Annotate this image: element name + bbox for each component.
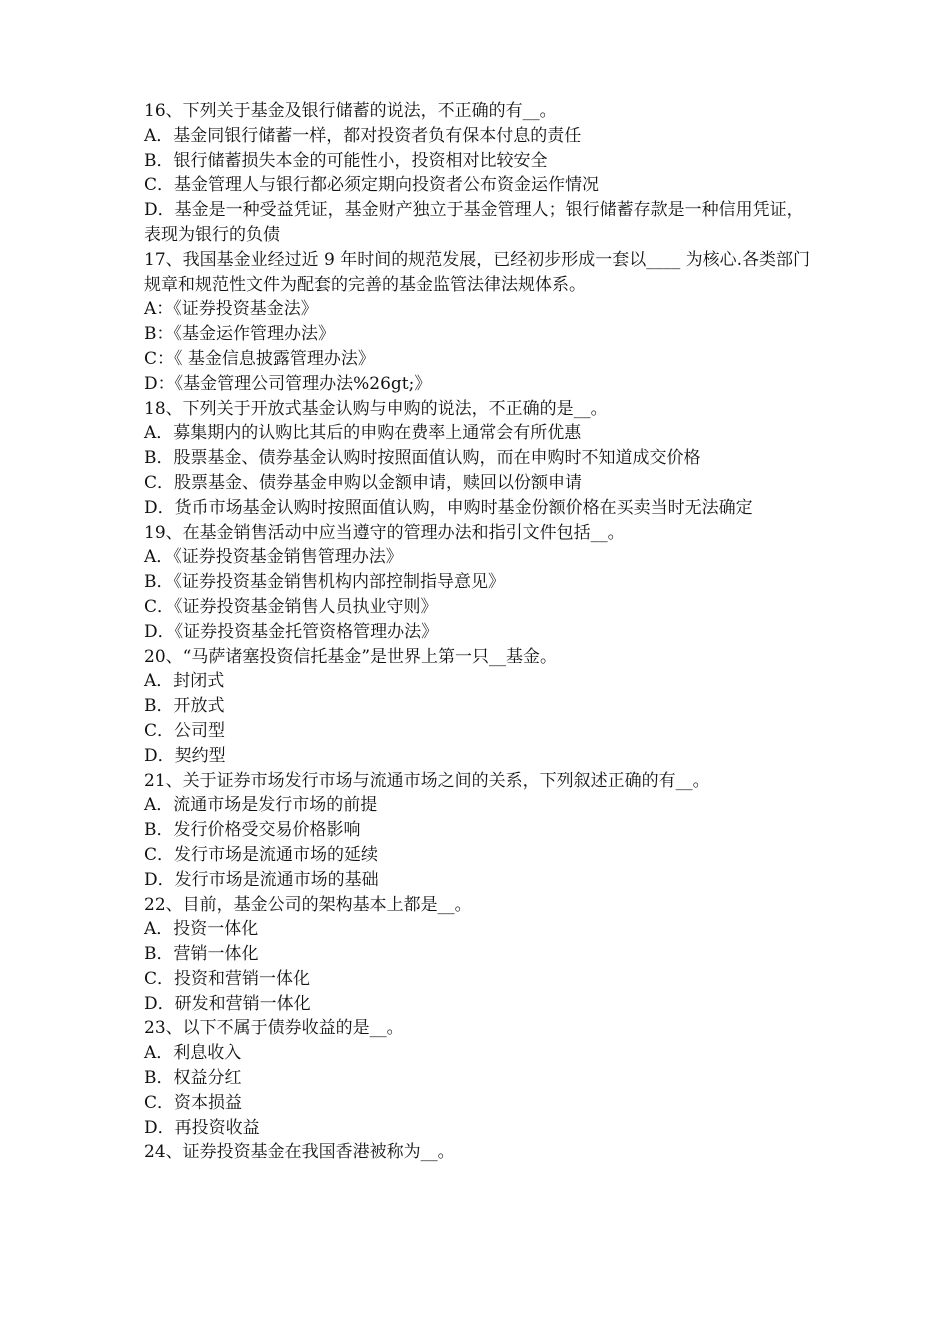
option-18-d: D．货币市场基金认购时按照面值认购，申购时基金份额价格在买卖当时无法确定 xyxy=(144,497,753,518)
option-21-b: B．发行价格受交易价格影响 xyxy=(144,820,361,841)
option-18-c: C．股票基金、债券基金申购以金额申请，赎回以份额申请 xyxy=(144,472,583,493)
option-23-c: C．资本损益 xyxy=(144,1092,243,1113)
option-22-d: D．研发和营销一体化 xyxy=(144,993,311,1014)
option-16-b: B．银行储蓄损失本金的可能性小，投资相对比较安全 xyxy=(144,150,548,171)
option-23-d: D．再投资收益 xyxy=(144,1117,260,1138)
option-23-a: A．利息收入 xyxy=(144,1043,242,1064)
option-19-a: A．《证券投资基金销售管理办法》 xyxy=(144,547,403,568)
option-16-a: A．基金同银行储蓄一样，都对投资者负有保本付息的责任 xyxy=(144,125,582,146)
question-22: 22、目前，基金公司的架构基本上都是__。 xyxy=(144,894,472,915)
option-16-d: D．基金是一种受益凭证，基金财产独立于基金管理人；银行储蓄存款是一种信用凭证，表现为银行的负债 xyxy=(144,200,804,245)
option-21-a: A．流通市场是发行市场的前提 xyxy=(144,795,378,816)
option-22-a: A．投资一体化 xyxy=(144,919,259,940)
option-17-c: C：《 基金信息披露管理办法》 xyxy=(144,348,375,369)
option-17-d: D：《基金管理公司管理办法%26gt;》 xyxy=(144,373,432,394)
option-21-d: D．发行市场是流通市场的基础 xyxy=(144,869,379,890)
question-17: 17、我国基金业经过近 9 年时间的规范发展，已经初步形成一套以____ 为核心.各类部门规章和规范性文件为配套的完善的基金监管法律法规体系。 xyxy=(144,249,811,295)
option-20-a: A．封闭式 xyxy=(144,671,225,692)
option-20-b: B．开放式 xyxy=(144,696,225,717)
option-20-c: C．公司型 xyxy=(144,720,226,741)
option-19-b: B．《证券投资基金销售机构内部控制指导意见》 xyxy=(144,572,505,593)
question-19: 19、在基金销售活动中应当遵守的管理办法和指引文件包括__。 xyxy=(144,522,625,543)
option-19-c: C．《证券投资基金销售人员执业守则》 xyxy=(144,596,438,617)
question-18: 18、下列关于开放式基金认购与申购的说法，不正确的是__。 xyxy=(144,398,608,419)
option-22-c: C．投资和营销一体化 xyxy=(144,968,311,989)
option-20-d: D．契约型 xyxy=(144,745,226,766)
question-16: 16、下列关于基金及银行储蓄的说法，不正确的有__。 xyxy=(144,101,557,121)
option-17-a: A：《证券投资基金法》 xyxy=(144,299,318,320)
question-21: 21、关于证券市场发行市场与流通市场之间的关系，下列叙述正确的有__。 xyxy=(144,770,710,791)
option-21-c: C．发行市场是流通市场的延续 xyxy=(144,844,379,865)
option-19-d: D．《证券投资基金托管资格管理办法》 xyxy=(144,621,439,642)
option-18-b: B．股票基金、债券基金认购时按照面值认购，而在申购时不知道成交价格 xyxy=(144,448,701,469)
option-22-b: B．营销一体化 xyxy=(144,944,259,965)
question-24: 24、证券投资基金在我国香港被称为__。 xyxy=(144,1142,455,1163)
option-17-b: B：《基金运作管理办法》 xyxy=(144,324,335,345)
question-text-block xyxy=(144,99,814,1165)
option-23-b: B．权益分红 xyxy=(144,1068,242,1089)
option-18-a: A．募集期内的认购比其后的申购在费率上通常会有所优惠 xyxy=(144,423,582,444)
question-20: 20、“马萨诸塞投资信托基金”是世界上第一只__基金。 xyxy=(144,646,558,667)
question-23: 23、以下不属于债券收益的是__。 xyxy=(144,1018,404,1039)
option-16-c: C．基金管理人与银行都必须定期向投资者公布资金运作情况 xyxy=(144,175,600,196)
